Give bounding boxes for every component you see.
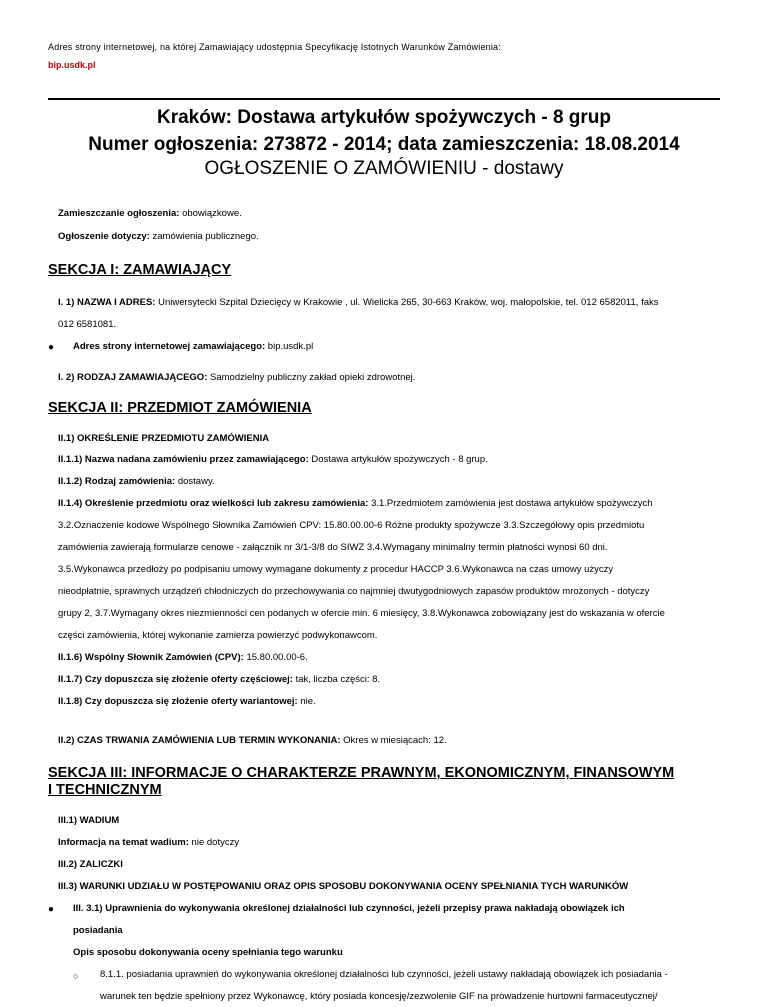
s2-partial-offer: II.1.7) Czy dopuszcza się złożenie oferty częściowej: tak, liczba części: 8. xyxy=(58,674,381,685)
bullet-icon: ● xyxy=(48,342,55,353)
s3-wadium: III.1) WADIUM xyxy=(58,815,120,826)
section-2-heading: SEKCJA II: PRZEDMIOT ZAMÓWIENIA xyxy=(48,400,312,416)
s2-duration: II.2) CZAS TRWANIA ZAMÓWIENIA LUB TERMIN WYKONANIA: Okres w miesiącach: 12. xyxy=(58,735,447,746)
s1-website: Adres strony internetowej zamawiającego: bip.usdk.pl xyxy=(73,341,314,352)
s3-wadium-info: Informacja na temat wadium: nie dotyczy xyxy=(58,837,240,848)
s3-permissions: III. 3.1) Uprawnienia do wykonywania określonej działalności lub czynności, jeżeli przepisy prawa nakładają obowiązek ich xyxy=(73,903,625,914)
circle-bullet-icon: ○ xyxy=(73,971,79,981)
notice-type: OGŁOSZENIE O ZAMÓWIENIU - dostawy xyxy=(204,158,564,179)
s1-name-address: I. 1) NAZWA I ADRES: Uniwersytecki Szpital Dziecięcy w Krakowie , ul. Wielicka 265, 30-663 Kraków, woj. małopolskie, tel. 012 6582011, faks xyxy=(58,297,659,308)
s1-name-address-cont: 012 6581081. xyxy=(58,319,117,330)
s2-definition: II.1) OKREŚLENIE PRZEDMIOTU ZAMÓWIENIA xyxy=(58,433,270,444)
s2-scope-line: części zamówienia, której wykonanie zamierza powierzyć podwykonawcom. xyxy=(58,630,378,641)
s2-scope: II.1.4) Określenie przedmiotu oraz wielkości lub zakresu zamówienia: 3.1.Przedmiotem zamówienia jest dostawa artykułów spożywczych xyxy=(58,498,653,509)
s2-cpv: II.1.6) Wspólny Słownik Zamówień (CPV): 15.80.00.00-6. xyxy=(58,652,308,663)
s2-name: II.1.1) Nazwa nadana zamówieniu przez zamawiającego: Dostawa artykułów spożywczych - 8 grup. xyxy=(58,454,488,465)
s2-scope-line: 3.5.Wykonawca przedłoży po podpisaniu umowy wymagane dokumenty z procedur HACCP 3.6.Wykonawca na czas umowy użyczy xyxy=(58,564,614,575)
s3-assessment-item: 8.1.1. posiadania uprawnień do wykonywania określonej działalności lub czynności, jeżeli ustawy nakładają obowiązek ich posiadania - xyxy=(100,969,668,980)
siwz-source-text: Adres strony internetowej, na której Zamawiający udostępnia Specyfikację Istotnych Warunków Zamówienia: xyxy=(48,42,501,52)
s2-scope-line: zamówienia zawierają formularze cenowe - załącznik nr 3/1-3/8 do SIWZ 3.4.Wymagany minimalny termin płatności wynosi 60 dni. xyxy=(58,542,608,553)
s3-conditions: III.3) WARUNKI UDZIAŁU W POSTĘPOWANIU ORAZ OPIS SPOSOBU DOKONYWANIA OCENY SPEŁNIANIA TYCH WARUNKÓW xyxy=(58,881,629,892)
intro-dotyczy: Ogłoszenie dotyczy: zamówienia publicznego. xyxy=(58,231,259,242)
s2-scope-line: nieodpłatnie, sprawnych urządzeń chłodniczych do przechowywania co najmniej dwutygodniowych zapasów produktów mrożonych - dotyczy xyxy=(58,586,650,597)
s2-scope-line: grupy 2, 3.7.Wymagany okres niezmienności cen podanych w ofercie min. 6 miesięcy, 3.8.Wykonawca zobowiązany jest do wskazania w ofercie xyxy=(58,608,665,619)
notice-title: Kraków: Dostawa artykułów spożywczych - 8 grup xyxy=(157,107,611,128)
notice-number-date: Numer ogłoszenia: 273872 - 2014; data zamieszczenia: 18.08.2014 xyxy=(88,134,680,155)
s3-assessment-item-cont: warunek ten będzie spełniony przez Wykonawcę, który posiada koncesję/zezwolenie GIF na prowadzenie hurtowni farmaceutycznej/ xyxy=(100,991,658,1002)
section-3-heading: SEKCJA III: INFORMACJE O CHARAKTERZE PRAWNYM, EKONOMICZNYM, FINANSOWYM I TECHNICZNYM xyxy=(48,765,675,798)
section-1-heading: SEKCJA I: ZAMAWIAJĄCY xyxy=(48,262,232,278)
intro-zamieszczanie: Zamieszczanie ogłoszenia: obowiązkowe. xyxy=(58,208,242,219)
siwz-link[interactable]: bip.usdk.pl xyxy=(48,60,96,70)
bullet-icon: ● xyxy=(48,904,55,915)
s3-assessment-label: Opis sposobu dokonywania oceny spełniania tego warunku xyxy=(73,947,343,958)
s2-scope-line: 3.2.Oznaczenie kodowe Wspólnego Słownika Zamówień CPV: 15.80.00.00-6 Różne produkty spożywcze 3.3.Szczegółowy opis przedmiotu xyxy=(58,520,645,531)
s2-variant-offer: II.1.8) Czy dopuszcza się złożenie oferty wariantowej: nie. xyxy=(58,696,316,707)
s1-type: I. 2) RODZAJ ZAMAWIAJĄCEGO: Samodzielny publiczny zakład opieki zdrowotnej. xyxy=(58,372,416,383)
header-divider xyxy=(48,98,720,100)
s2-kind: II.1.2) Rodzaj zamówienia: dostawy. xyxy=(58,476,215,487)
s3-permissions-cont: posiadania xyxy=(73,925,123,936)
s3-zaliczki: III.2) ZALICZKI xyxy=(58,859,123,870)
